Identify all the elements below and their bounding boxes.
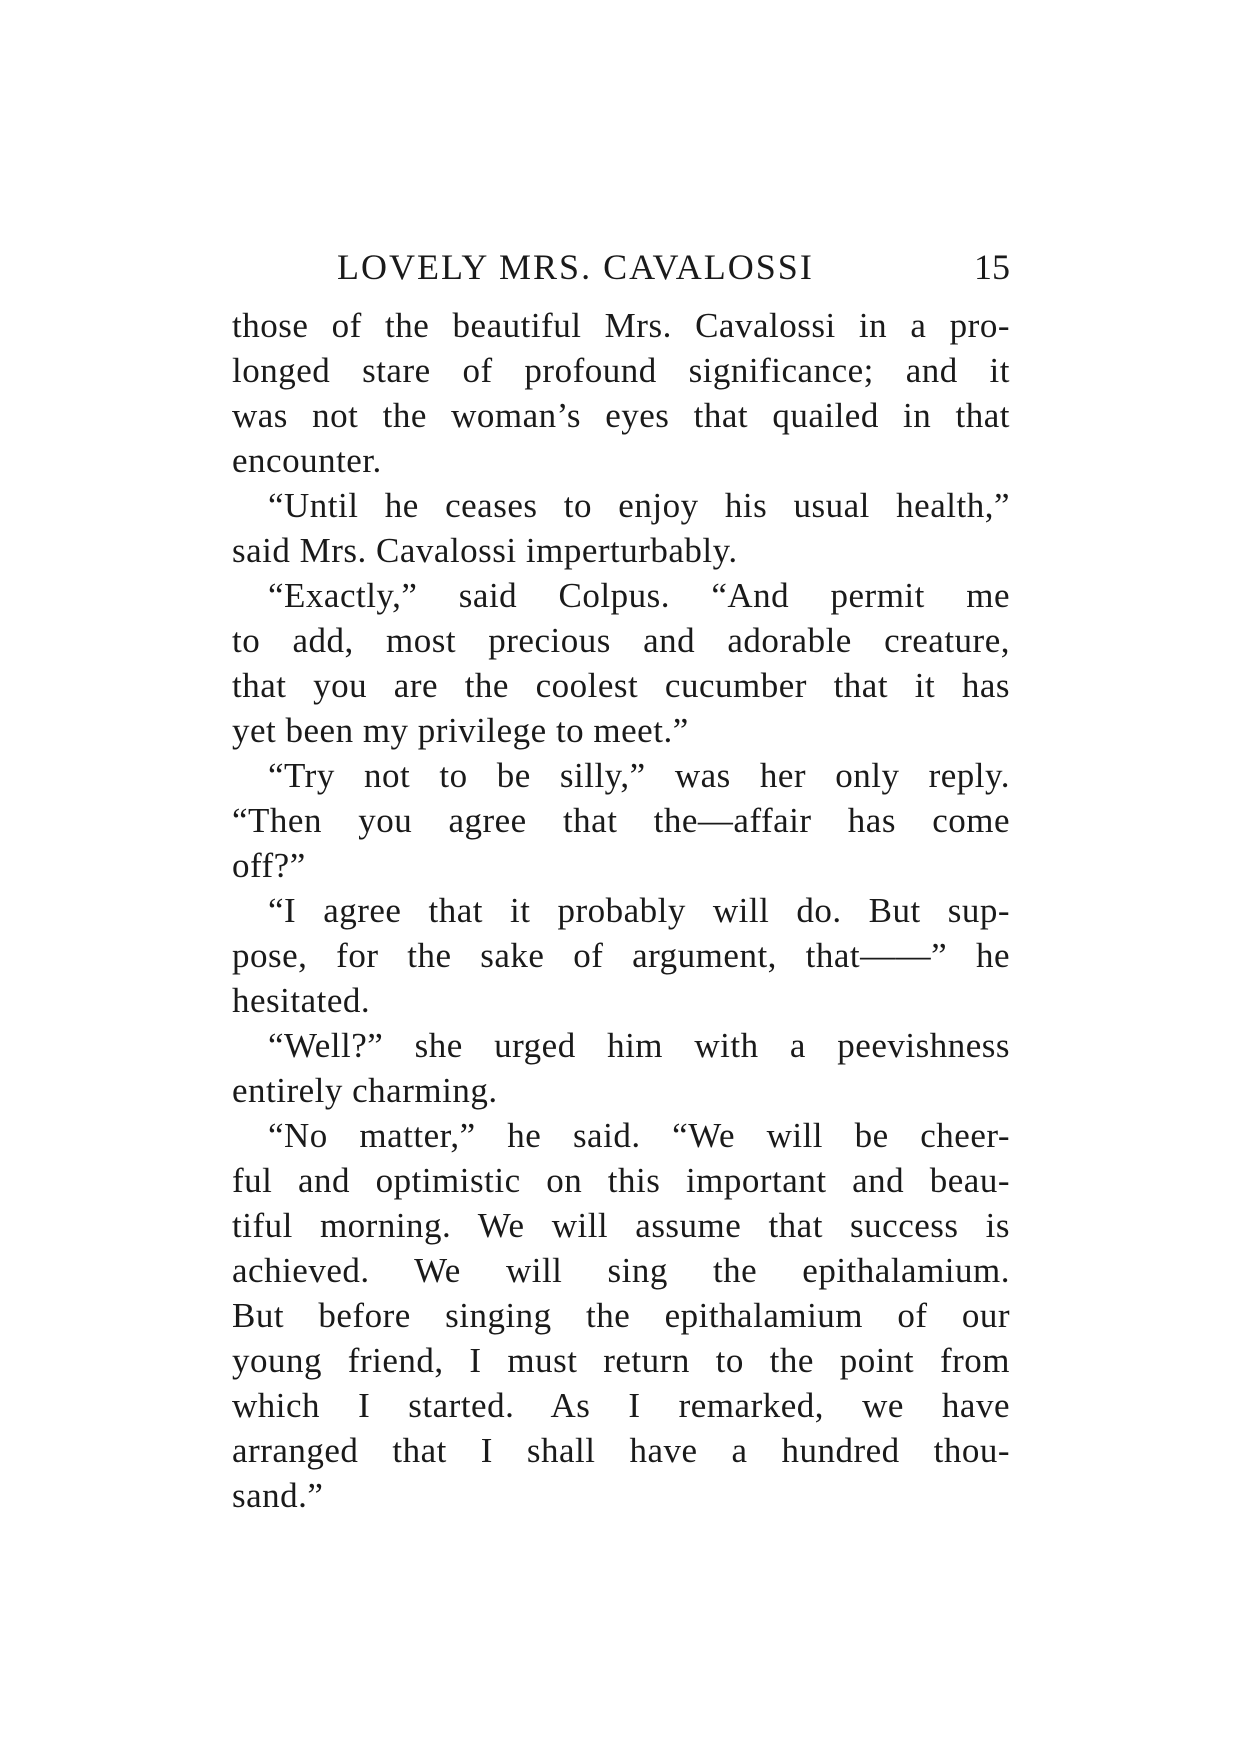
text-line: “Well?” she urged him with a peevishness: [268, 1026, 1010, 1065]
text-line: tiful morning. We will assume that success is: [232, 1206, 1010, 1245]
text-line: that you are the coolest cucumber that it has: [232, 666, 1010, 705]
text-line: “No matter,” he said. “We will be cheer-: [268, 1116, 1010, 1155]
text-line: hesitated.: [232, 981, 371, 1020]
body-text: [232, 303, 1010, 1518]
running-head: [232, 242, 1010, 292]
text-line: those of the beautiful Mrs. Cavalossi in a pro-: [232, 306, 1010, 345]
text-line: achieved. We will sing the epithalamium.: [232, 1251, 1010, 1290]
text-line: arranged that I shall have a hundred thou-: [232, 1431, 1010, 1470]
text-line: off?”: [232, 846, 306, 885]
text-line: entirely charming.: [232, 1071, 498, 1110]
text-line: yet been my privilege to meet.”: [232, 711, 689, 750]
text-line: “Until he ceases to enjoy his usual health,”: [268, 486, 1010, 525]
book-page: [232, 0, 1010, 1754]
text-line: was not the woman’s eyes that quailed in that: [232, 396, 1010, 435]
text-line: pose, for the sake of argument, that——” he: [232, 936, 1010, 975]
text-line: ful and optimistic on this important and beau-: [232, 1161, 1010, 1200]
text-line: “Then you agree that the—affair has come: [232, 801, 1010, 840]
text-line: But before singing the epithalamium of our: [232, 1296, 1010, 1335]
text-line: young friend, I must return to the point from: [232, 1341, 1010, 1380]
text-line: “I agree that it probably will do. But sup-: [268, 891, 1010, 930]
text-line: longed stare of profound significance; and it: [232, 351, 1010, 390]
page-number: 15: [974, 247, 1010, 287]
text-line: which I started. As I remarked, we have: [232, 1386, 1010, 1425]
text-line: “Exactly,” said Colpus. “And permit me: [268, 576, 1010, 615]
text-line: sand.”: [232, 1476, 324, 1515]
text-line: “Try not to be silly,” was her only reply.: [268, 756, 1010, 795]
running-title: LOVELY MRS. CAVALOSSI: [337, 247, 814, 287]
text-line: said Mrs. Cavalossi imperturbably.: [232, 531, 738, 570]
text-line: encounter.: [232, 441, 382, 480]
text-line: to add, most precious and adorable creature,: [232, 621, 1010, 660]
